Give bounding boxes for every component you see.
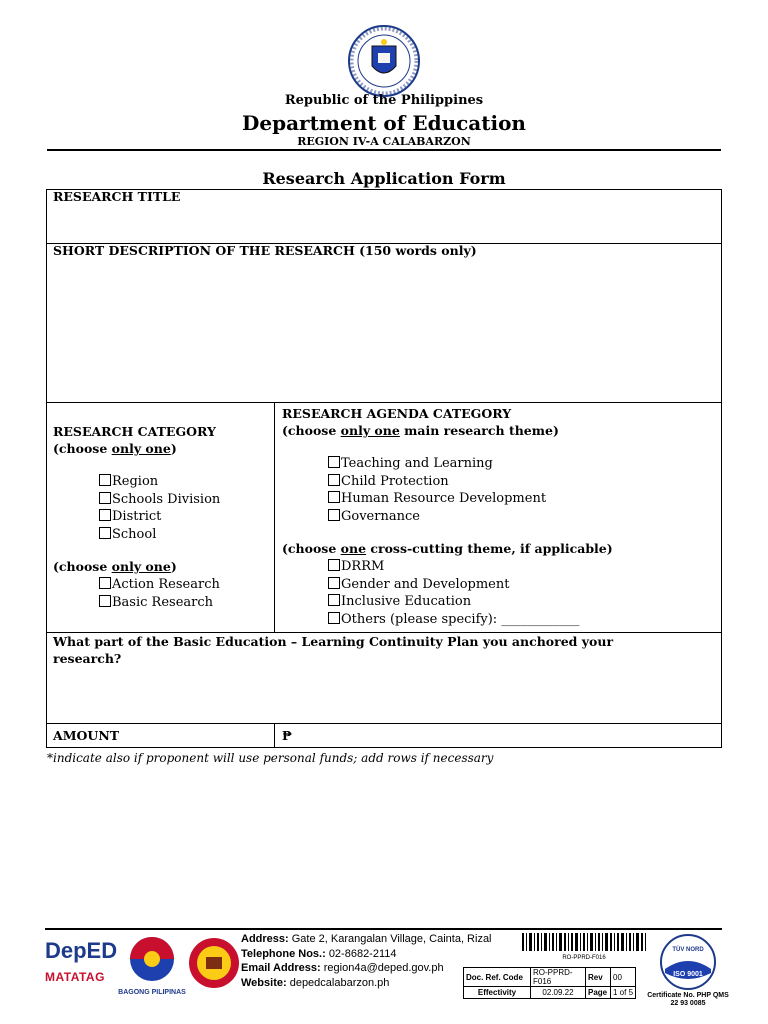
form-title: Research Application Form [262,169,506,188]
theme-governance[interactable]: Governance [328,508,546,526]
tuv-top-text: TÜV NORD [672,947,704,953]
doc-ref-label: Doc. Ref. Code [464,968,531,987]
contact-block [241,932,492,990]
effectivity-value: 02.09.22 [531,987,586,999]
lcp-question: What part of the Basic Education – Learning Continuity Plan you anchored your research? [53,634,614,666]
research-type-options [99,576,220,611]
amount-field[interactable] [295,725,720,746]
footer-rule [45,928,722,930]
header-rule [47,149,721,151]
footnote: *indicate also if proponent will use personal funds; add rows if necessary [47,751,494,765]
deped-logo [45,938,118,998]
checkbox[interactable] [328,474,340,486]
theme-drrm[interactable]: DRRM [328,558,579,576]
col-divider [274,402,275,632]
cross-cutting-note: (choose one cross-cutting theme, if applicable) [282,541,613,556]
col-divider [274,723,275,748]
tuv-certification-logo [657,933,719,991]
category-option-region[interactable]: Region [99,473,220,491]
deped-seal [347,24,421,98]
checkbox[interactable] [99,595,111,607]
checkbox[interactable] [99,492,111,504]
region-line: REGION IV-A CALABARZON [297,135,471,148]
checkbox[interactable] [328,612,340,624]
row-divider [46,723,722,724]
barcode [520,933,648,961]
research-category-label: RESEARCH CATEGORY [53,424,216,439]
checkbox[interactable] [328,491,340,503]
checkbox[interactable] [328,509,340,521]
theme-others[interactable]: Others (please specify): ____________ [328,611,579,629]
barcode-text: RO-PPRD-F016 [562,955,606,961]
bagong-pilipinas-text: BAGONG PILIPINAS [118,989,186,996]
rev-value: 00 [611,968,636,987]
short-description-label: SHORT DESCRIPTION OF THE RESEARCH (150 words only) [53,243,477,258]
lcp-answer-field[interactable] [47,670,721,722]
checkbox[interactable] [328,577,340,589]
page-label: Page [586,987,611,999]
deped-wordmark: DepED [45,938,118,963]
theme-teaching-learning[interactable]: Teaching and Learning [328,455,546,473]
address-line: Address: Gate 2, Karangalan Village, Cainta, Rizal [241,933,492,945]
research-title-label: RESEARCH TITLE [53,189,181,204]
effectivity-label: Effectivity [464,987,531,999]
checkbox[interactable] [99,527,111,539]
checkbox[interactable] [328,559,340,571]
page-value: 1 of 5 [611,987,636,999]
matatag-wordmark: MATATAG [45,970,105,984]
checkbox[interactable] [99,577,111,589]
amount-currency: ₱ [282,728,292,743]
category-choose-note: (choose only one) [53,441,177,456]
option-basic-research[interactable]: Basic Research [99,594,220,612]
amount-label: AMOUNT [53,728,120,743]
category-options [99,473,220,544]
theme-child-protection[interactable]: Child Protection [328,473,546,491]
option-action-research[interactable]: Action Research [99,576,220,594]
republic-line: Republic of the Philippines [284,93,484,108]
checkbox[interactable] [328,594,340,606]
theme-hr-development[interactable]: Human Resource Development [328,490,546,508]
row-divider [46,402,722,403]
category-choose-note-2: (choose only one) [53,559,177,574]
checkbox[interactable] [99,474,111,486]
category-option-schools-division[interactable]: Schools Division [99,491,220,509]
category-option-district[interactable]: District [99,508,220,526]
bagong-pilipinas-logo [118,935,186,997]
research-agenda-label: RESEARCH AGENDA CATEGORY [282,406,512,421]
theme-inclusive-education[interactable]: Inclusive Education [328,593,579,611]
checkbox[interactable] [328,456,340,468]
region-seal-logo [188,937,240,989]
agenda-theme-options [328,455,546,526]
checkbox[interactable] [99,509,111,521]
tuv-bottom-text: ISO 9001 [673,971,703,978]
phone-line: Telephone Nos.: 02-8682-2114 [241,947,397,960]
rev-label: Rev [586,968,611,987]
department-title: Department of Education [242,111,526,135]
cross-cutting-options [328,558,579,629]
website-line: Website: depedcalabarzon.ph [241,976,390,989]
short-description-field[interactable] [47,262,721,400]
email-line: Email Address: region4a@deped.gov.ph [241,962,444,974]
doc-ref-table [463,967,636,999]
doc-ref-value: RO-PPRD-F016 [531,968,586,987]
agenda-choose-note: (choose only one main research theme) [282,423,559,438]
research-title-field[interactable] [47,206,721,242]
certificate-text: Certificate No. PHP QMS 22 93 0085 [647,992,729,1007]
category-option-school[interactable]: School [99,526,220,544]
theme-gender-development[interactable]: Gender and Development [328,576,579,594]
